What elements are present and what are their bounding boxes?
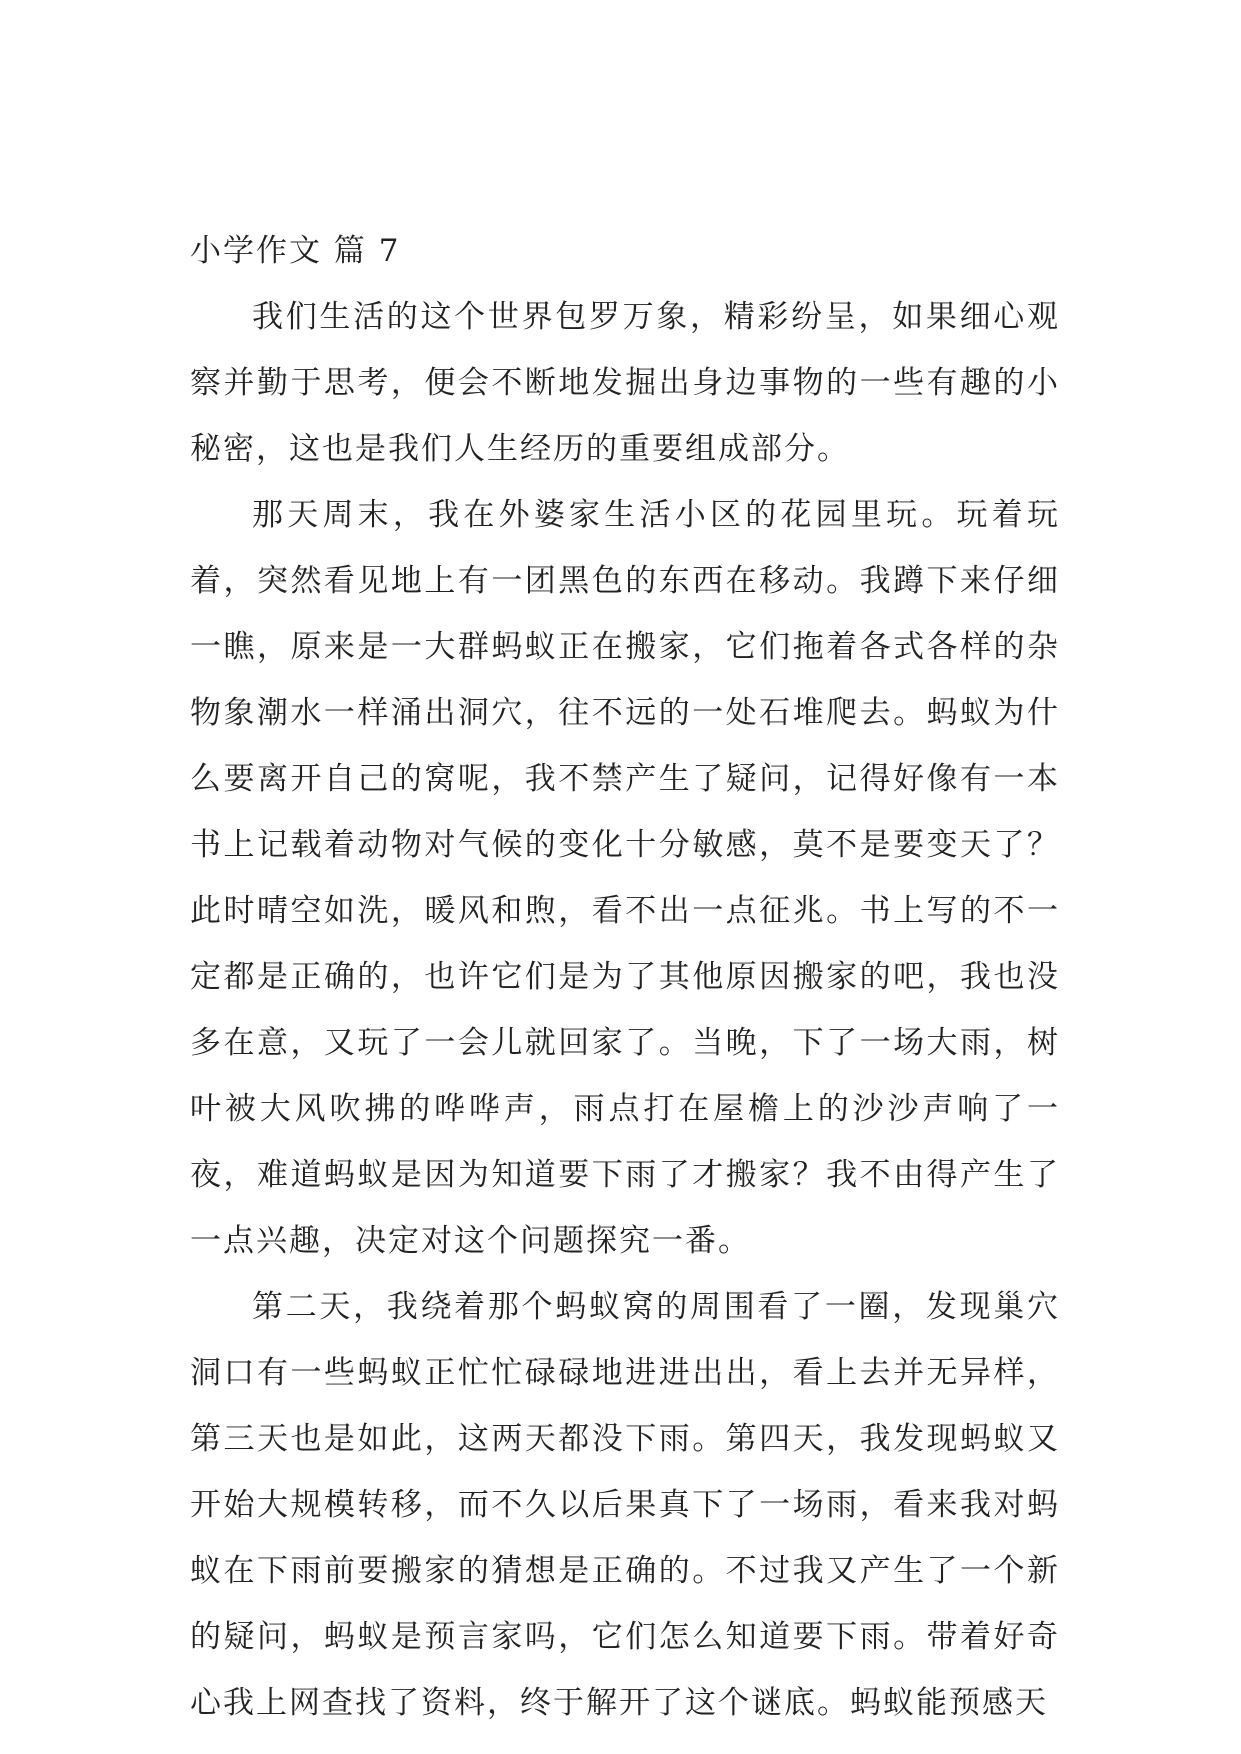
document-body — [190, 218, 1060, 1736]
paragraph-2: 那天周末，我在外婆家生活小区的花园里玩。玩着玩着，突然看见地上有一团黑色的东西在移动。我蹲下来仔细一瞧，原来是一大群蚂蚁正在搬家，它们拖着各式各样的杂物象潮水一样涌出洞穴，往不远的一处石堆爬去。蚂蚁为什么要离开自己的窝呢，我不禁产生了疑问，记得好像有一本书上记载着动物对气候的变化十分敏感，莫不是要变天了？此时晴空如洗，暖风和煦，看不出一点征兆。书上写的不一定都是正确的，也许它们是为了其他原因搬家的吧，我也没多在意，又玩了一会儿就回家了。当晚，下了一场大雨，树叶被大风吹拂的哗哗声，雨点打在屋檐上的沙沙声响了一夜，难道蚂蚁是因为知道要下雨了才搬家？我不由得产生了一点兴趣，决定对这个问题探究一番。 — [190, 497, 1060, 1259]
document-heading: 小学作文 篇 7 — [190, 233, 401, 269]
paragraph-3: 第二天，我绕着那个蚂蚁窝的周围看了一圈，发现巢穴洞口有一些蚂蚁正忙忙碌碌地进进出出，看上去并无异样，第三天也是如此，这两天都没下雨。第四天，我发现蚂蚁又开始大规模转移，而不久以后果真下了一场雨，看来我对蚂蚁在下雨前要搬家的猜想是正确的。不过我又产生了一个新的疑问，蚂蚁是预言家吗，它们怎么知道要下雨。带着好奇心我上网查找了资料，终于解开了这个谜底。蚂蚁能预感天 — [190, 1289, 1060, 1721]
paragraph-1: 我们生活的这个世界包罗万象，精彩纷呈，如果细心观察并勤于思考，便会不断地发掘出身边事物的一些有趣的小秘密，这也是我们人生经历的重要组成部分。 — [190, 299, 1060, 467]
